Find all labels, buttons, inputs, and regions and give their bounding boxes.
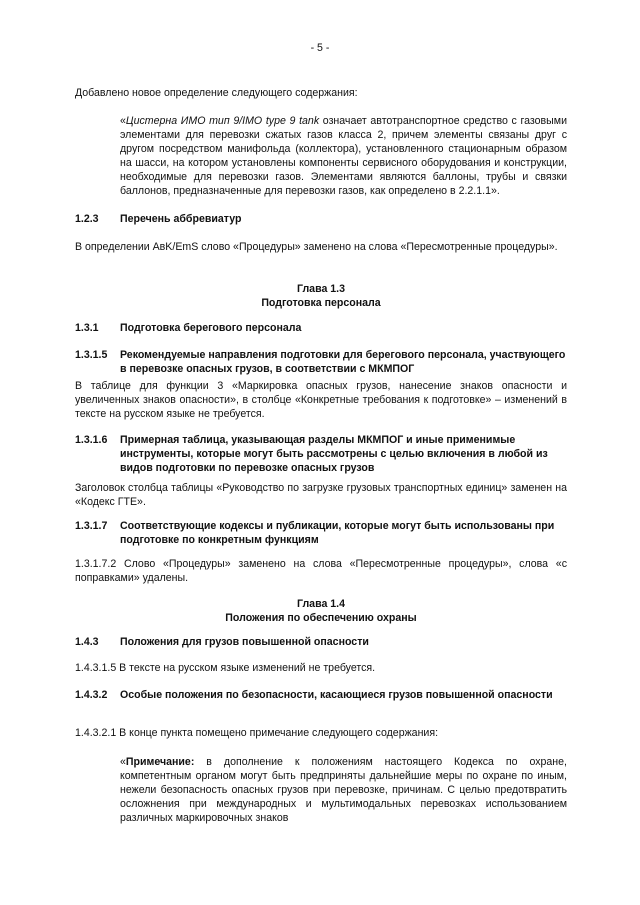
defined-term: Цистерна ИМО тип 9/IMO type 9 tank xyxy=(125,115,320,127)
section-number: 1.3.1.5 xyxy=(75,349,108,361)
section-heading: Рекомендуемые направления подготовки для берегового персонала, участвующего в перевозке опасных грузов, в соответствии с МКМПОГ xyxy=(120,349,566,375)
open-quote: « xyxy=(120,115,126,127)
section-heading: Перечень аббревиатур xyxy=(120,213,242,225)
section-heading: Подготовка берегового персонала xyxy=(120,322,302,334)
paragraph: В таблице для функции 3 «Маркировка опасных грузов, нанесение знаков опасности и увеличенных знаков опасности», в столбце «Конкретные требования к подготовке» – изменений в тексте на русском языке не требуется. xyxy=(75,380,567,420)
section-heading: Соответствующие кодексы и публикации, которые могут быть использованы при подготовке по конкретным функциям xyxy=(120,520,555,546)
intro-paragraph: Добавлено новое определение следующего содержания: xyxy=(75,87,358,99)
section-number: 1.4.3.2 xyxy=(75,689,108,701)
section-heading: Примерная таблица, указывающая разделы МКМПОГ и иные применимые инструменты, которые могут быть рассмотрены с целью включения в любой из видов подготовки по перевозке опасных грузов xyxy=(120,434,548,474)
section-heading: Особые положения по безопасности, касающиеся грузов повышенной опасности xyxy=(120,689,553,701)
paragraph: В определении AвK/EmS слово «Процедуры» заменено на слова «Пересмотренные процедуры». xyxy=(75,241,558,253)
section-number: 1.4.3 xyxy=(75,636,99,648)
paragraph: 1.4.3.2.1 В конце пункта помещено примечание следующего содержания: xyxy=(75,727,439,739)
chapter-title: Положения по обеспечению охраны xyxy=(225,612,417,624)
paragraph: 1.4.3.1.5 В тексте на русском языке изменений не требуется. xyxy=(75,662,376,674)
chapter-label: Глава 1.4 xyxy=(296,598,346,610)
definition-text: означает автотранспортное средство с газовыми элементами для перевозки сжатых газов класса 2, причем элементы связаны друг с другом посредством манифольда (коллектора), установленного стационарным образом на шасси, на котором установлены компоненты сервисного оборудования и конструкции, необходимые для перевозки газов. Элементами являются баллоны, трубы и связки баллонов, предназначенные для перевозки газов, как определено в 2.2.1.1». xyxy=(120,115,567,197)
page-number: - 5 - xyxy=(310,42,330,54)
chapter-label: Глава 1.3 xyxy=(296,283,346,295)
paragraph: 1.3.1.7.2 Слово «Процедуры» заменено на слова «Пересмотренные процедуры», слова «с поправками» удалены. xyxy=(75,558,567,584)
note-text: в дополнение к положениям настоящего Кодекса по охране, компетентным органом могут быть предприняты дальнейшие меры по охране по иным, нежели безопасность опасных грузов при перевозке, причинам. С целью предотвратить осложнения при международных и мультимодальных перевозках использованием различных маркировочных знаков xyxy=(120,756,567,824)
section-heading: Положения для грузов повышенной опасности xyxy=(120,636,369,648)
definition-paragraph xyxy=(120,114,567,198)
note-label: Примечание: xyxy=(125,756,195,768)
paragraph: Заголовок столбца таблицы «Руководство по загрузке грузовых транспортных единиц» заменен на «Кодекс ГТЕ». xyxy=(75,482,567,508)
open-quote: « xyxy=(120,756,126,768)
section-number: 1.3.1.7 xyxy=(75,520,108,532)
section-number: 1.3.1.6 xyxy=(75,434,108,446)
section-number: 1.3.1 xyxy=(75,322,99,334)
section-number: 1.2.3 xyxy=(75,213,99,225)
chapter-title: Подготовка персонала xyxy=(261,297,381,309)
note-paragraph xyxy=(120,755,567,825)
